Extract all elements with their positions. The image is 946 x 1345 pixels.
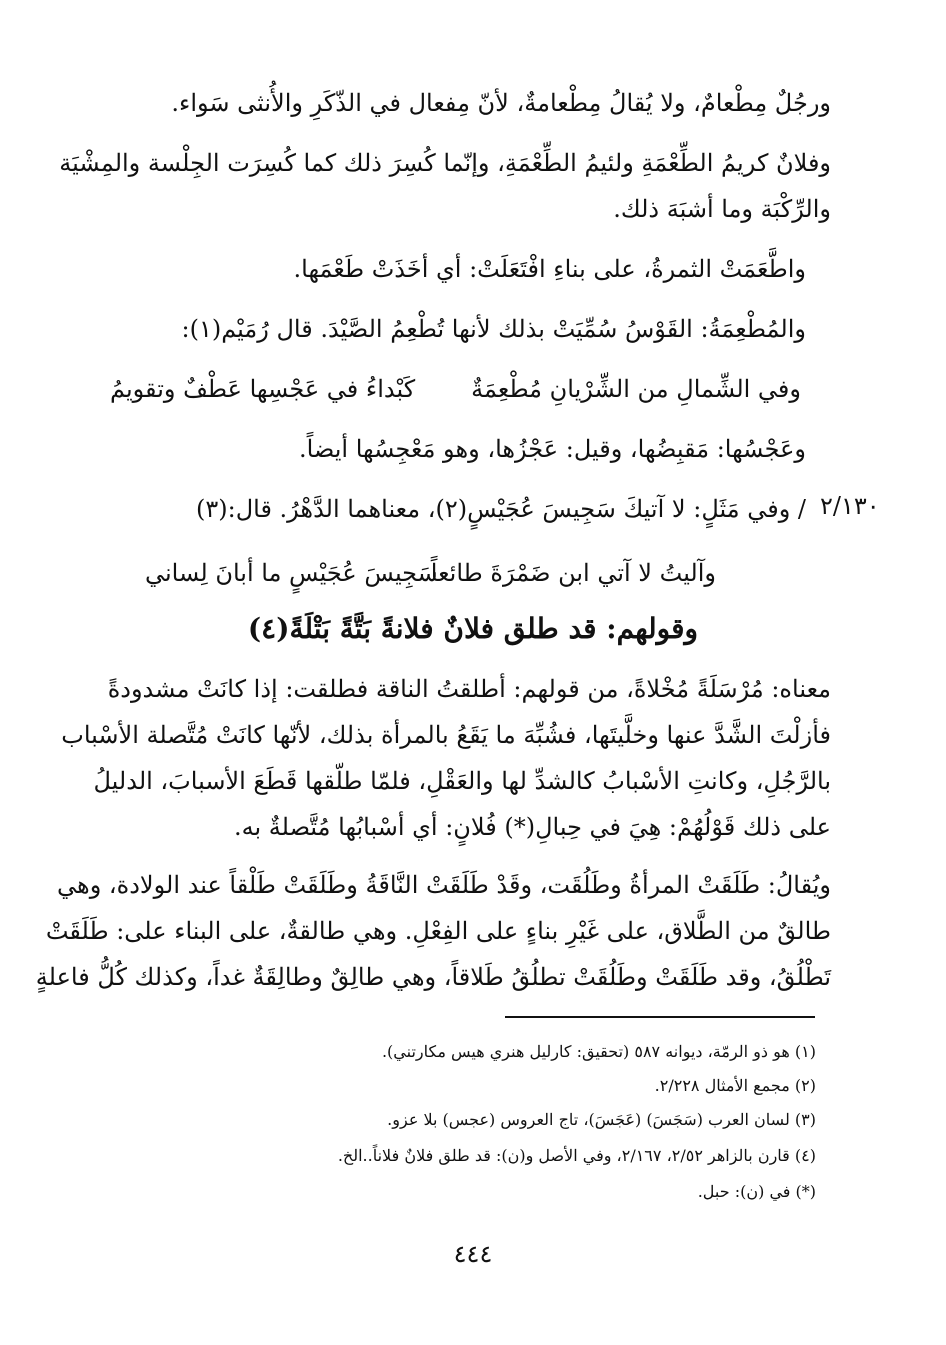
body-line-3: والرِّكْبَة وما أشبَهَ ذلك. <box>613 195 831 223</box>
verse-1-first-hemistich: وفي الشِّمالِ من الشِّرْيانِ مُطْعِمَةٌ <box>471 375 801 403</box>
para2-line-1: ويُقالُ: طَلَقَتْ المرأةُ وطَلُقَت، وقَدْ طَلَقَتْ النَّاقَةُ وطَلَقَتْ طَلْقاً عند الولادة، وهي <box>57 871 831 899</box>
para1-line-1: معناه: مُرْسَلَةً مُخْلاةً، من قولهم: أطلقتُ الناقة فطلقت: إذا كانَتْ مشدودةً <box>107 675 831 703</box>
body-line-1: ورجُلٌ مِطْعامٌ، ولا يُقالُ مِطْعامةٌ، لأنّ مِفعال في الذّكَرِ والأُنثى سَواء. <box>171 89 831 117</box>
para1-line-4: على ذلك قَوْلُهُمْ: هِيَ في حِبالِ(*) فُلانٍ: أي أسْبابُها مُتَّصلةٌ به. <box>233 813 831 841</box>
page-number: ٤٤٤ <box>453 1240 493 1268</box>
para1-line-3: بالرَّجُلِ، وكانتِ الأسْبابُ كالشدِّ لها والعَقْلِ، فلمّا طلّقها قَطَعَ الأسبابَ، الدليلُ <box>93 767 831 795</box>
para2-line-3: تَطْلُقُ، وقد طَلَقَتْ وطَلُقَتْ تطلُقُ طَلاقاً، وهي طالِقٌ وطالِقَةٌ غداً، وكذلك كُلُّ فاعلةٍ <box>35 963 831 991</box>
verse-2-second-hemistich: سَجِيسَ عُجَيْسٍ ما أبانَ لِساني <box>145 559 438 587</box>
body-line-6: وعَجْسُها: مَقبِضُها، وقيل: عَجْزُها، وهو مَعْجِسُها أيضاً. <box>298 435 806 463</box>
body-line-2: وفلانٌ كريمُ الطِّعْمَةِ ولئيمُ الطِّعْمَةِ، وإنّما كُسِرَ ذلك كما كُسِرَت الجِلْسة والمِشْيَة <box>59 149 831 177</box>
footnote-4: (٤) قارن بالزاهر ٢/٥٢، ٢/١٦٧، وفي الأصل و(ن): قد طلق فلانٌ فلاناً..الخ. <box>337 1146 816 1165</box>
footnote-2: (٢) مجمع الأمثال ٢/٢٢٨. <box>654 1076 816 1095</box>
body-line-4: واطَّعَمَتْ الثمرةُ، على بناءِ افْتَعَلَتْ: أي أخَذَتْ طَعْمَها. <box>293 255 806 283</box>
para2-line-2: طالقٌ من الطَّلاق، على غَيْرِ بناءٍ على الفِعْلِ. وهي طالقةٌ، على البناء على: طَلَقَتْ <box>45 917 831 945</box>
body-line-7: / وفي مَثَلٍ: لا آتيكَ سَجِيسَ عُجَيْسٍ(٢)، معناهما الدَّهْرُ. قال:(٣) <box>195 495 806 523</box>
footnote-5: (*) في (ن): حبل. <box>697 1182 816 1201</box>
margin-page-reference: ٢/١٣٠ <box>820 492 880 520</box>
section-heading: وقولهم: قد طلق فلانٌ فلانةً بَتَّةً بَتْلَةً(٤) <box>247 612 699 645</box>
body-line-5: والمُطْعِمَةُ: القَوْسُ سُمِّيَتْ بذلك لأنها تُطْعِمُ الصَّيْدَ. قال رُمَيْم(١): <box>181 315 806 343</box>
footnote-1: (١) هو ذو الرمّة، ديوانه ٥٨٧ (تحقيق: كارليل هنري هيس مكارتني). <box>381 1042 816 1061</box>
verse-2-first-hemistich: وآليتُ لا آتي ابن ضَمْرَةَ طائعاً <box>430 559 716 587</box>
verse-1-second-hemistich: كَبْداءُ في عَجْسِها عَطْفٌ وتقويمُ <box>110 375 416 403</box>
footnote-separator <box>505 1016 815 1018</box>
footnote-3: (٣) لسان العرب (سَجَسَ) (عَجَسَ)، تاج العروس (عجس) بلا عزو. <box>387 1110 816 1129</box>
para1-line-2: فأزلْتَ الشَّدَّ عنها وخلَّيتَها، فشُبِّهَ ما يَقَعُ بالمرأة بذلك، لأنّها كانَتْ مُتَّصلة الأسْباب <box>61 721 831 749</box>
